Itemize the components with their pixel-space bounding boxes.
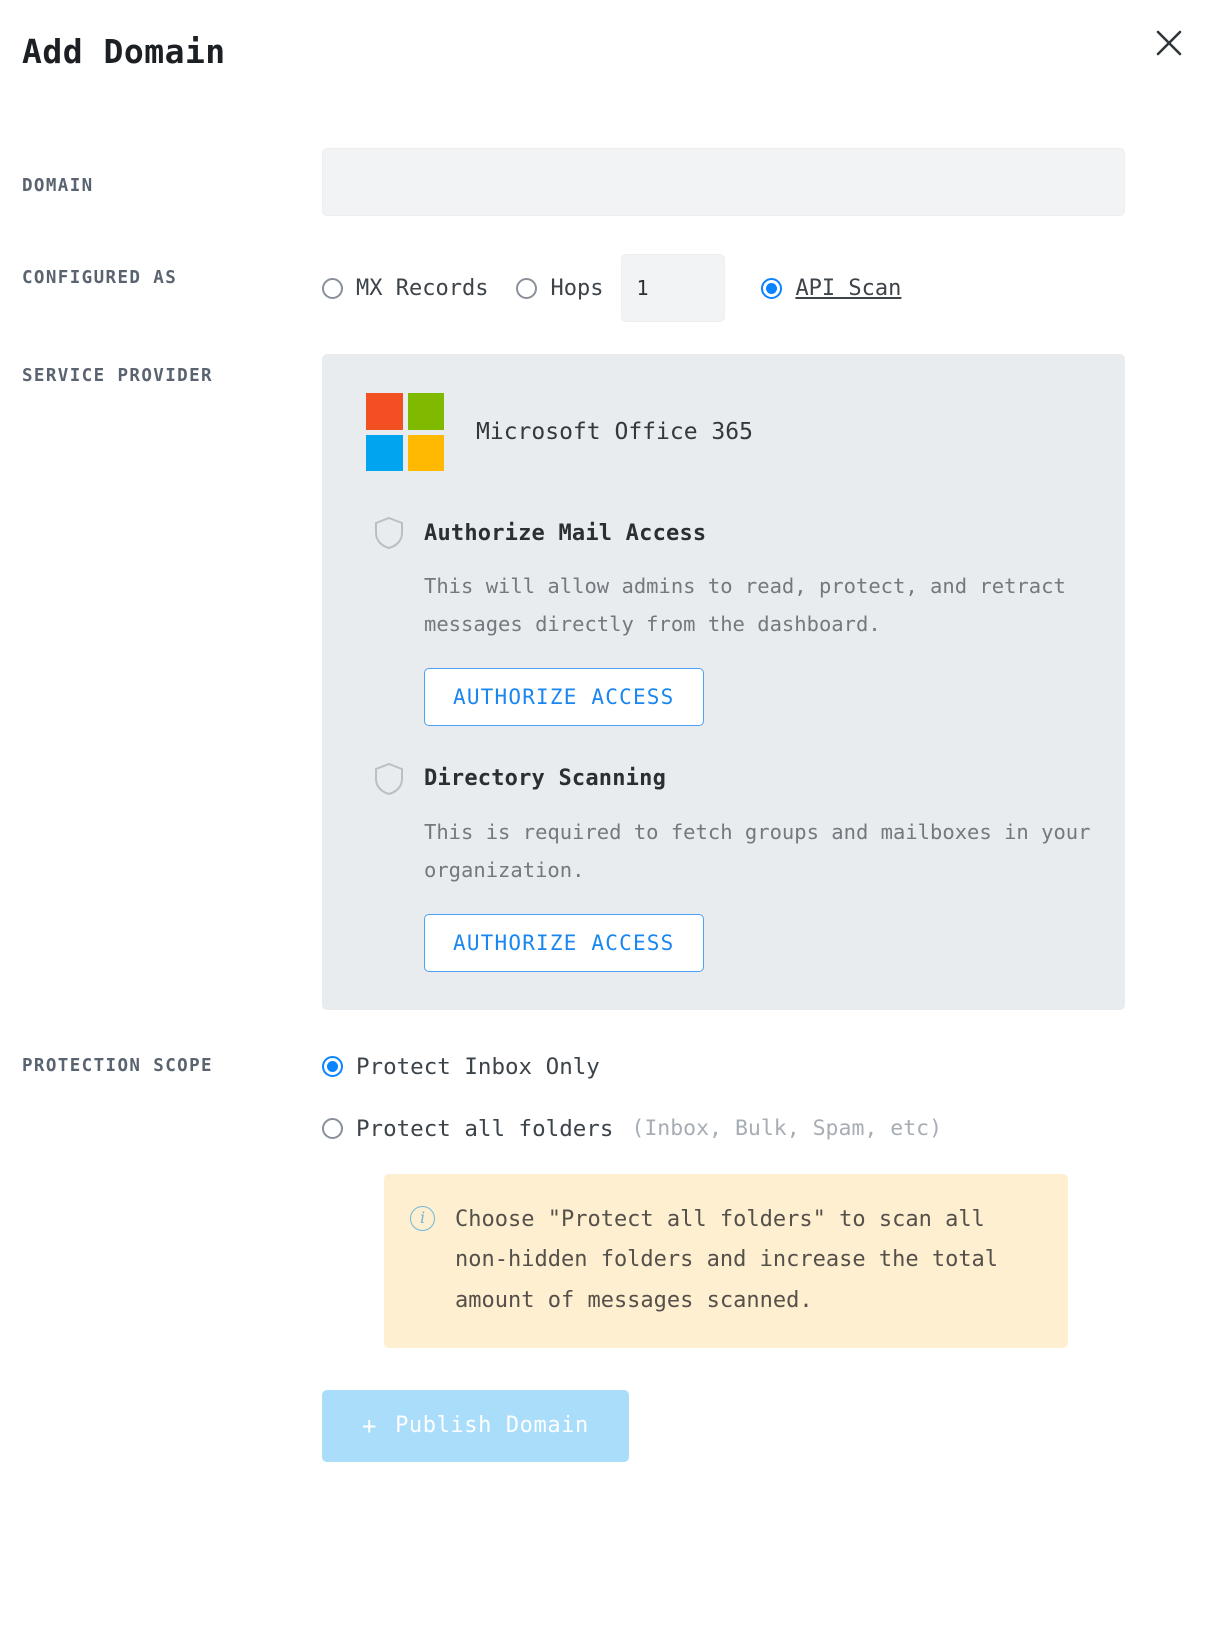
protection-scope-label: PROTECTION SCOPE xyxy=(22,1055,213,1076)
protection-scope-row xyxy=(22,1044,1192,1348)
configured-as-field xyxy=(322,252,1192,324)
radio-hops[interactable] xyxy=(516,278,537,299)
shield-icon xyxy=(374,516,404,550)
add-domain-form xyxy=(0,148,1214,1462)
service-provider-panel xyxy=(322,354,1125,1010)
protection-scope-field xyxy=(322,1044,1192,1348)
scope-description: This will allow admins to read, protect, and retract messages directly from the dashboard. xyxy=(424,574,1066,636)
radio-hops-label[interactable]: Hops xyxy=(550,275,604,301)
microsoft-logo-icon xyxy=(366,393,444,471)
scope-title-line xyxy=(374,516,1095,550)
radio-mx-records[interactable] xyxy=(322,278,343,299)
configured-as-options xyxy=(322,252,1192,324)
dialog-footer xyxy=(22,1390,1192,1462)
protection-option-all-folders[interactable] xyxy=(322,1106,1192,1152)
configured-as-row xyxy=(22,252,1192,324)
authorize-access-button-directory[interactable]: AUTHORIZE ACCESS xyxy=(424,914,704,972)
scope-title-line xyxy=(374,762,1095,796)
footer-spacer xyxy=(22,1390,322,1462)
api-scan-option[interactable] xyxy=(761,276,901,301)
provider-name: Microsoft Office 365 xyxy=(476,419,753,445)
domain-field-wrap xyxy=(322,148,1192,216)
scope-authorize-mail-access xyxy=(352,516,1095,726)
domain-label: DOMAIN xyxy=(22,176,94,196)
scope-title: Authorize Mail Access xyxy=(424,520,707,546)
domain-input[interactable] xyxy=(322,148,1125,216)
service-provider-field xyxy=(322,354,1192,1010)
hops-input[interactable] xyxy=(621,254,725,322)
page-title: Add Domain xyxy=(22,32,226,71)
scope-description: This is required to fetch groups and mailboxes in your organization. xyxy=(424,819,1091,882)
configured-as-label: CONFIGURED AS xyxy=(22,268,178,288)
close-icon[interactable] xyxy=(1146,20,1192,66)
publish-domain-button[interactable] xyxy=(322,1390,629,1462)
scope-title: Directory Scanning xyxy=(424,766,667,792)
domain-row xyxy=(22,148,1192,216)
authorize-access-button-mail[interactable]: AUTHORIZE ACCESS xyxy=(424,668,704,726)
protect-all-folders-hint: (Inbox, Bulk, Spam, etc) xyxy=(631,1116,943,1142)
provider-header xyxy=(352,384,1095,480)
info-icon: i xyxy=(410,1206,435,1231)
info-callout-text: Choose "Protect all folders" to scan all non-hidden folders and increase the total amount of messages scanned. xyxy=(455,1206,999,1314)
publish-domain-button-label: Publish Domain xyxy=(395,1413,589,1439)
service-provider-label: SERVICE PROVIDER xyxy=(22,366,213,386)
radio-mx-records-label[interactable]: MX Records xyxy=(356,275,489,301)
radio-protect-inbox-only-label[interactable]: Protect Inbox Only xyxy=(356,1053,600,1080)
scope-directory-scanning xyxy=(352,762,1095,972)
radio-protect-all-folders-label[interactable]: Protect all folders xyxy=(356,1115,614,1142)
plus-icon: + xyxy=(362,1411,378,1440)
radio-api-scan-label[interactable]: API Scan xyxy=(795,275,902,301)
shield-icon xyxy=(374,762,404,796)
radio-protect-inbox-only[interactable] xyxy=(322,1056,343,1077)
service-provider-row xyxy=(22,354,1192,1010)
dialog-header xyxy=(0,0,1214,112)
radio-api-scan[interactable] xyxy=(761,278,782,299)
info-callout xyxy=(384,1174,1068,1348)
protection-option-inbox-only[interactable] xyxy=(322,1044,1192,1090)
radio-protect-all-folders[interactable] xyxy=(322,1118,343,1139)
